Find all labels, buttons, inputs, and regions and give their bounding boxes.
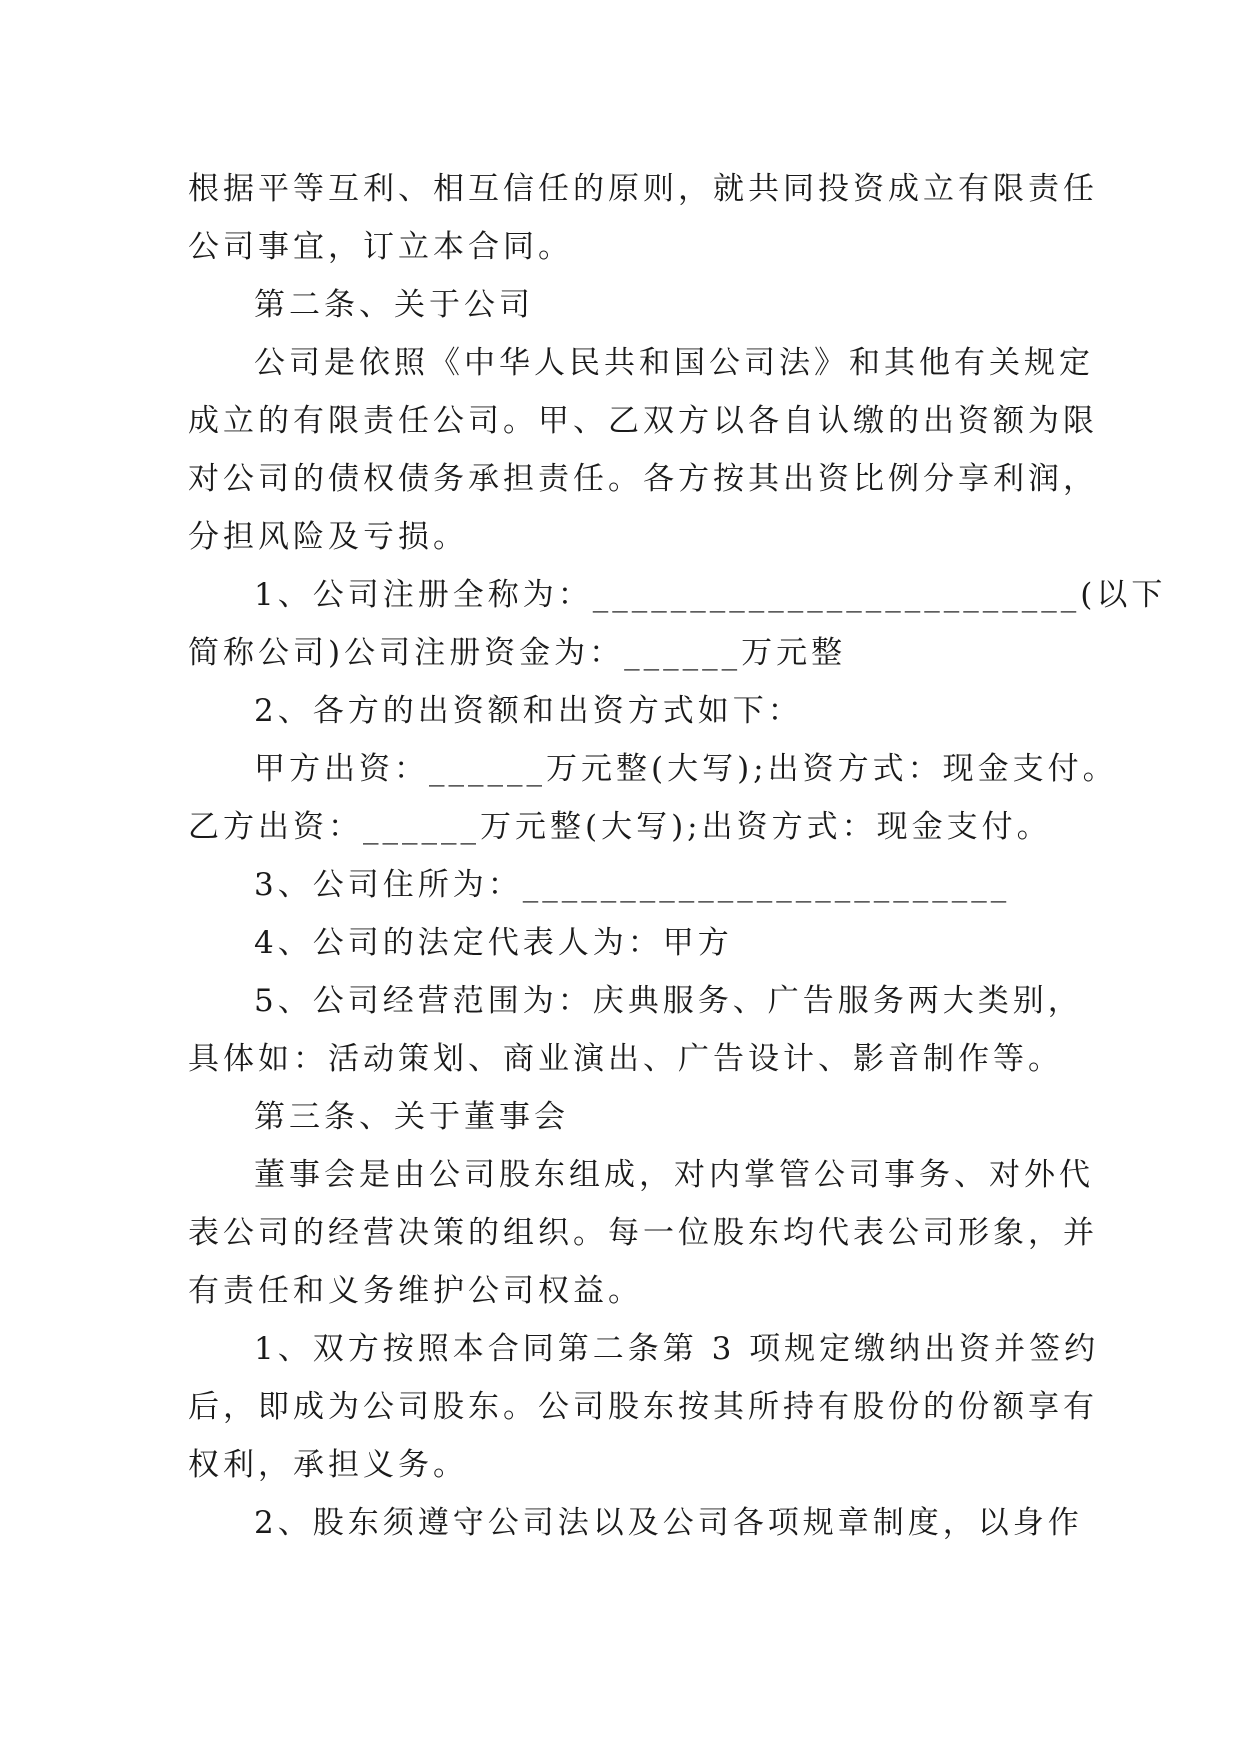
text-line: 分担风险及亏损。 (188, 519, 468, 555)
document-page (188, 160, 1167, 1552)
text-line: 4、公司的法定代表人为：甲方 (254, 925, 733, 961)
text-line: 后，即成为公司股东。公司股东按其所持有股份的份额享有 (188, 1389, 1098, 1425)
text-line: 公司是依照《中华人民共和国公司法》和其他有关规定 (254, 345, 1094, 381)
text-line: 2、各方的出资额和出资方式如下： (254, 693, 803, 729)
text-line: 董事会是由公司股东组成，对内掌管公司事务、对外代 (254, 1157, 1094, 1193)
text-line: 根据平等互利、相互信任的原则，就共同投资成立有限责任 (188, 171, 1098, 207)
text-line: 简称公司)公司注册资金为：______万元整 (188, 635, 847, 671)
text-line: 对公司的债权债务承担责任。各方按其出资比例分享利润， (188, 461, 1098, 497)
text-line: 3、公司住所为：_________________________ (254, 867, 1011, 903)
text-line: 1、公司注册全称为：_________________________(以下 (254, 577, 1167, 613)
text-line: 第二条、关于公司 (254, 287, 534, 323)
text-line: 甲方出资：______万元整(大写);出资方式：现金支付。 (254, 751, 1118, 787)
text-line: 第三条、关于董事会 (254, 1099, 569, 1135)
text-line: 表公司的经营决策的组织。每一位股东均代表公司形象，并 (188, 1215, 1098, 1251)
text-line: 乙方出资：______万元整(大写);出资方式：现金支付。 (188, 809, 1052, 845)
text-line: 1、双方按照本合同第二条第 3 项规定缴纳出资并签约 (254, 1331, 1100, 1367)
text-line: 2、股东须遵守公司法以及公司各项规章制度，以身作 (254, 1505, 1083, 1541)
text-line: 有责任和义务维护公司权益。 (188, 1273, 643, 1309)
text-line: 成立的有限责任公司。甲、乙双方以各自认缴的出资额为限 (188, 403, 1098, 439)
text-line: 5、公司经营范围为：庆典服务、广告服务两大类别， (254, 983, 1083, 1019)
text-line: 公司事宜，订立本合同。 (188, 229, 573, 265)
text-line: 权利，承担义务。 (188, 1447, 468, 1483)
text-line: 具体如：活动策划、商业演出、广告设计、影音制作等。 (188, 1041, 1063, 1077)
